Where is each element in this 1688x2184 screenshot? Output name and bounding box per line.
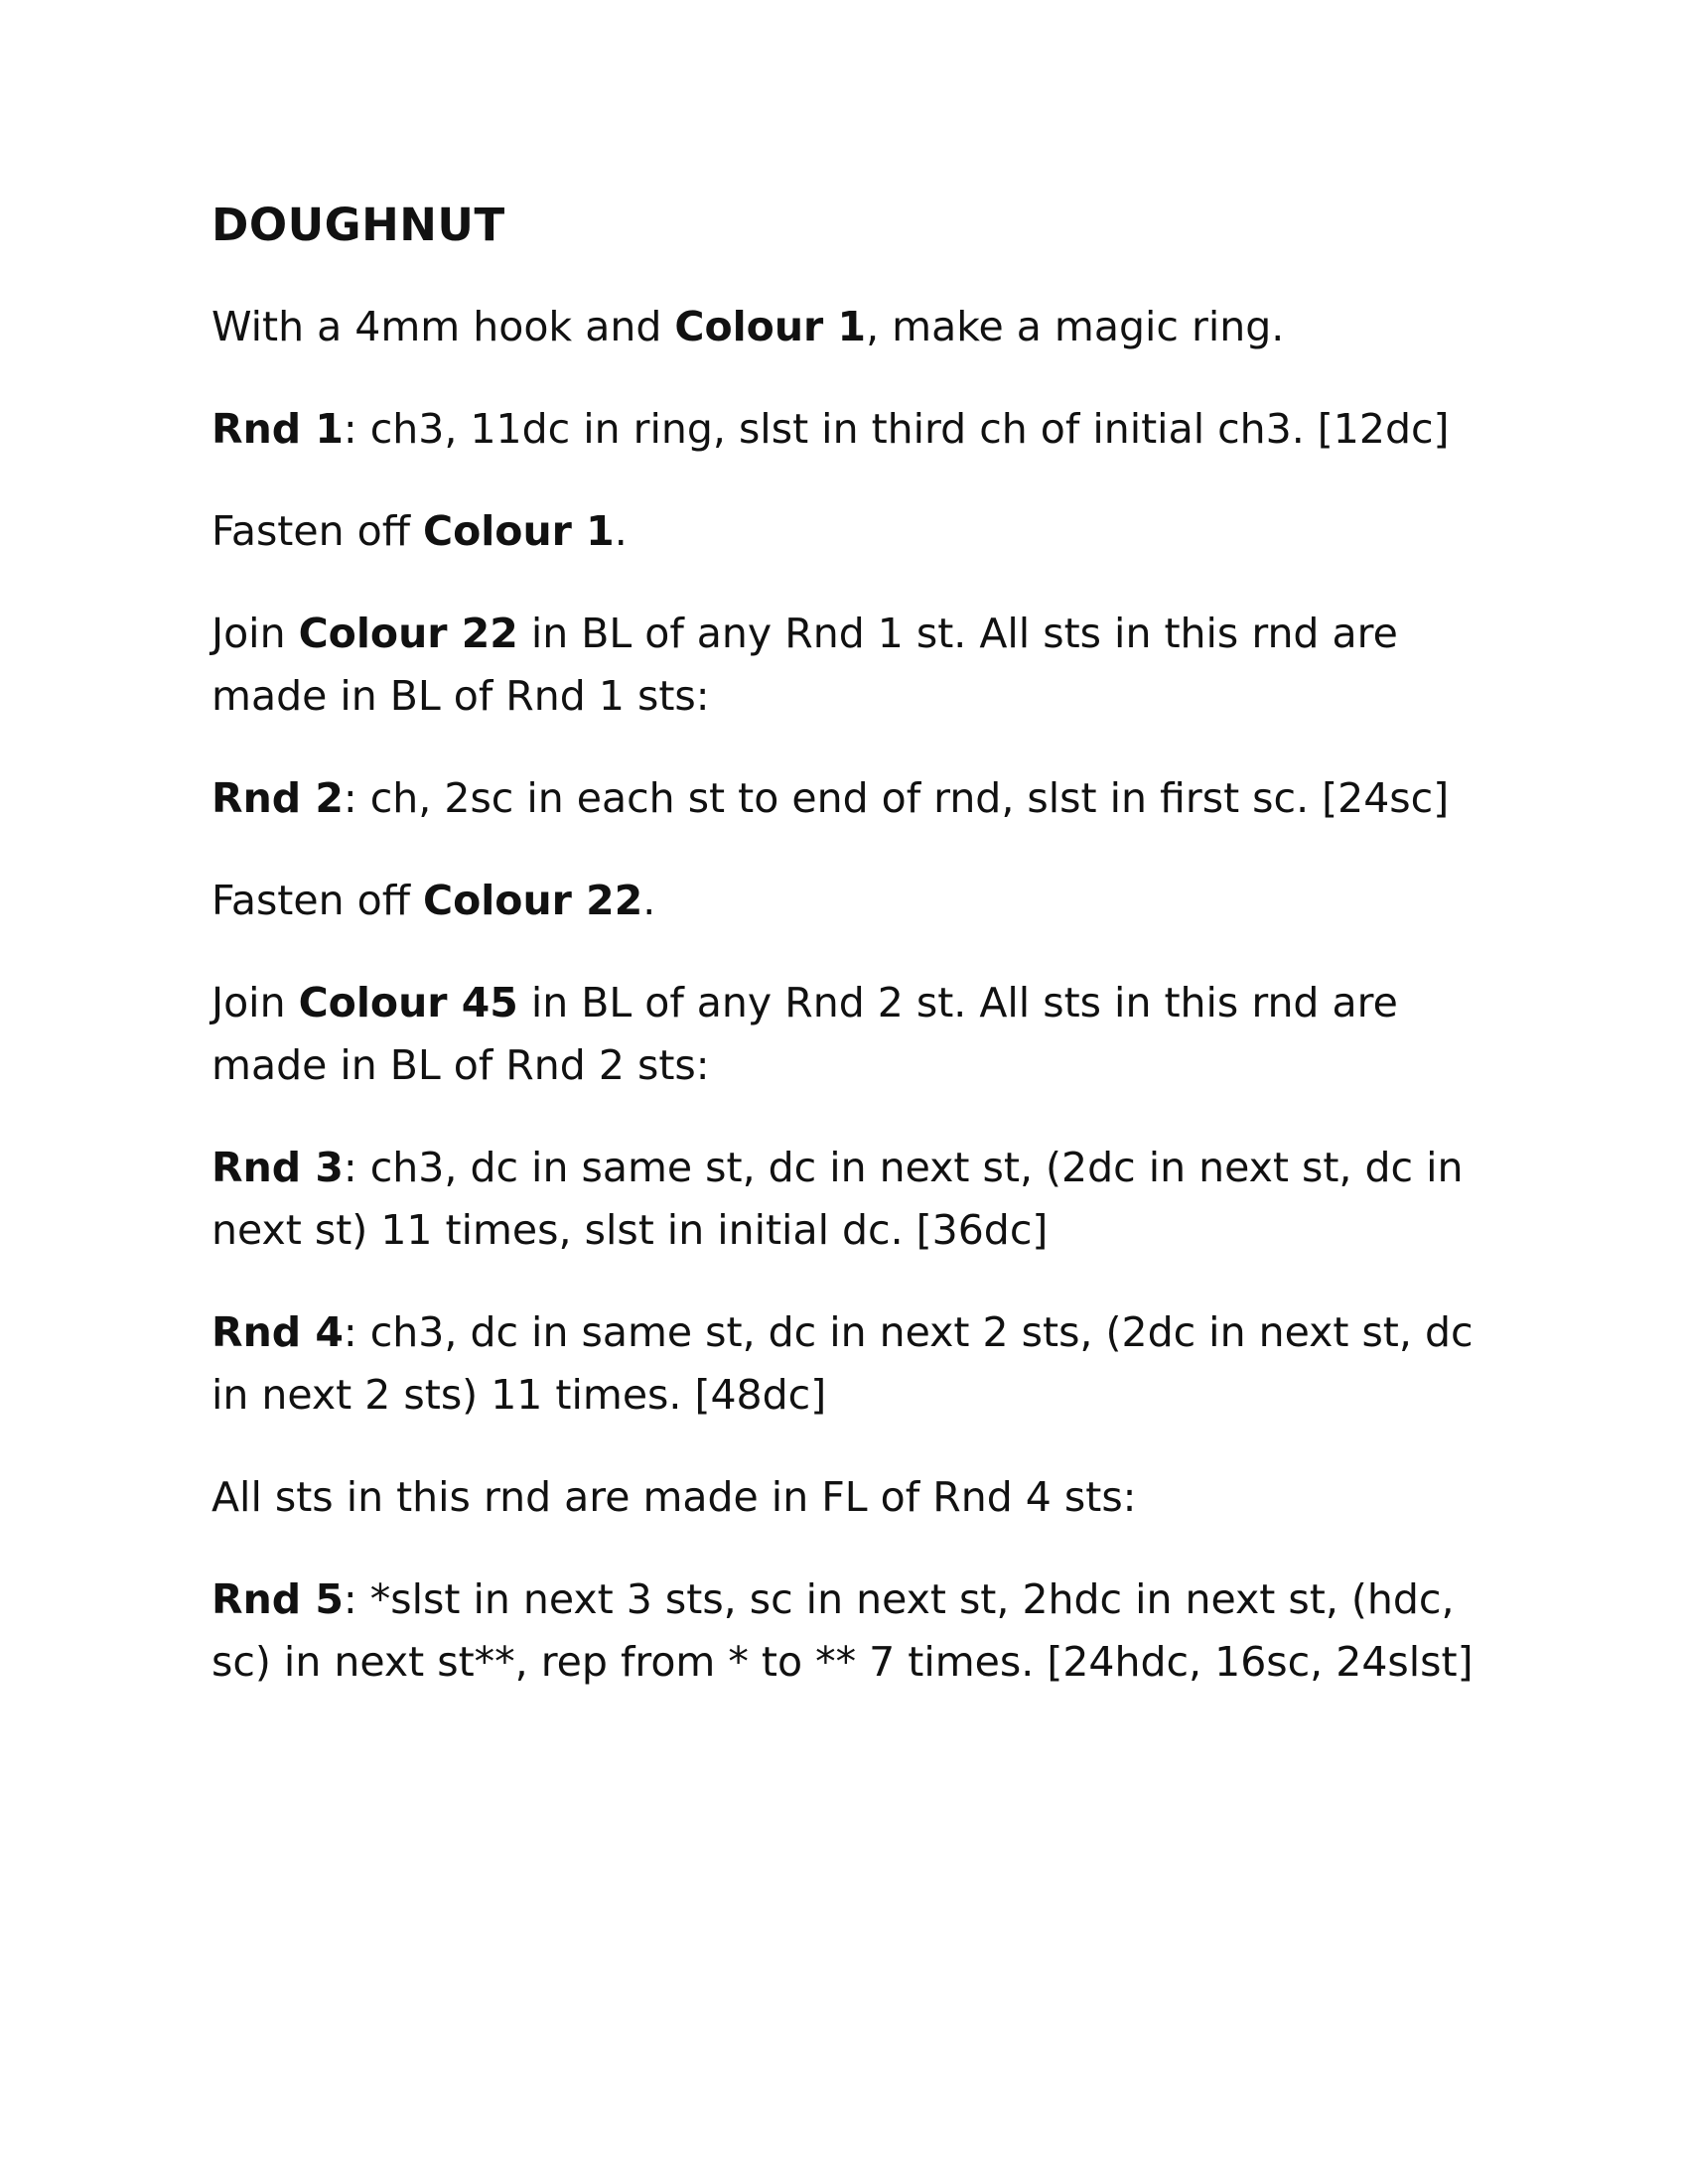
instruction-text: Join xyxy=(211,979,299,1026)
instruction-paragraph xyxy=(211,603,1502,728)
instruction-text: in BL of any Rnd 1 st. All sts in this rnd are made in BL of Rnd 1 sts: xyxy=(211,610,1398,720)
instruction-text: . xyxy=(614,507,628,555)
bold-term: Colour 45 xyxy=(298,979,518,1026)
instruction-paragraph xyxy=(211,500,1502,563)
instruction-text: : ch3, dc in same st, dc in next 2 sts, (2dc in next st, dc in next 2 sts) 11 times. [48dc] xyxy=(211,1308,1474,1419)
bold-term: Colour 22 xyxy=(298,610,518,657)
instruction-paragraph xyxy=(211,1137,1502,1262)
instruction-text: Join xyxy=(211,610,299,657)
instruction-text: With a 4mm hook and xyxy=(211,303,675,350)
instruction-paragraph xyxy=(211,296,1502,358)
page-title: DOUGHNUT xyxy=(211,199,505,251)
instruction-text: : ch3, 11dc in ring, slst in third ch of initial ch3. [12dc] xyxy=(343,405,1450,453)
document-page xyxy=(211,195,1502,1733)
instruction-paragraph xyxy=(211,972,1502,1097)
bold-term: Rnd 5 xyxy=(211,1575,344,1623)
instruction-text: : ch3, dc in same st, dc in next st, (2dc in next st, dc in next st) 11 times, slst in initial dc. [36dc] xyxy=(211,1144,1464,1254)
instruction-text: All sts in this rnd are made in FL of Rnd 4 sts: xyxy=(211,1473,1137,1521)
instruction-paragraph xyxy=(211,1569,1502,1694)
bold-term: Rnd 4 xyxy=(211,1308,344,1356)
bold-term: Rnd 1 xyxy=(211,405,344,453)
instruction-text: : ch, 2sc in each st to end of rnd, slst in first sc. [24sc] xyxy=(343,774,1450,822)
instruction-text: Fasten off xyxy=(211,507,423,555)
bold-term: Colour 1 xyxy=(423,507,615,555)
bold-term: Rnd 3 xyxy=(211,1144,344,1191)
instruction-paragraph xyxy=(211,767,1502,830)
instruction-paragraph xyxy=(211,870,1502,932)
instructions-body xyxy=(211,296,1502,1694)
bold-term: Colour 1 xyxy=(674,303,867,350)
bold-term: Rnd 2 xyxy=(211,774,344,822)
instruction-text: . xyxy=(642,877,656,924)
instruction-text: Fasten off xyxy=(211,877,423,924)
instruction-text: : *slst in next 3 sts, sc in next st, 2hdc in next st, (hdc, sc) in next st**, rep from * to ** 7 times. [24hdc, 16sc, 24slst] xyxy=(211,1575,1474,1686)
instruction-text: , make a magic ring. xyxy=(866,303,1285,350)
instruction-paragraph xyxy=(211,1466,1502,1529)
instruction-text: in BL of any Rnd 2 st. All sts in this rnd are made in BL of Rnd 2 sts: xyxy=(211,979,1398,1089)
instruction-paragraph xyxy=(211,1301,1502,1427)
bold-term: Colour 22 xyxy=(423,877,643,924)
instruction-paragraph xyxy=(211,398,1502,461)
